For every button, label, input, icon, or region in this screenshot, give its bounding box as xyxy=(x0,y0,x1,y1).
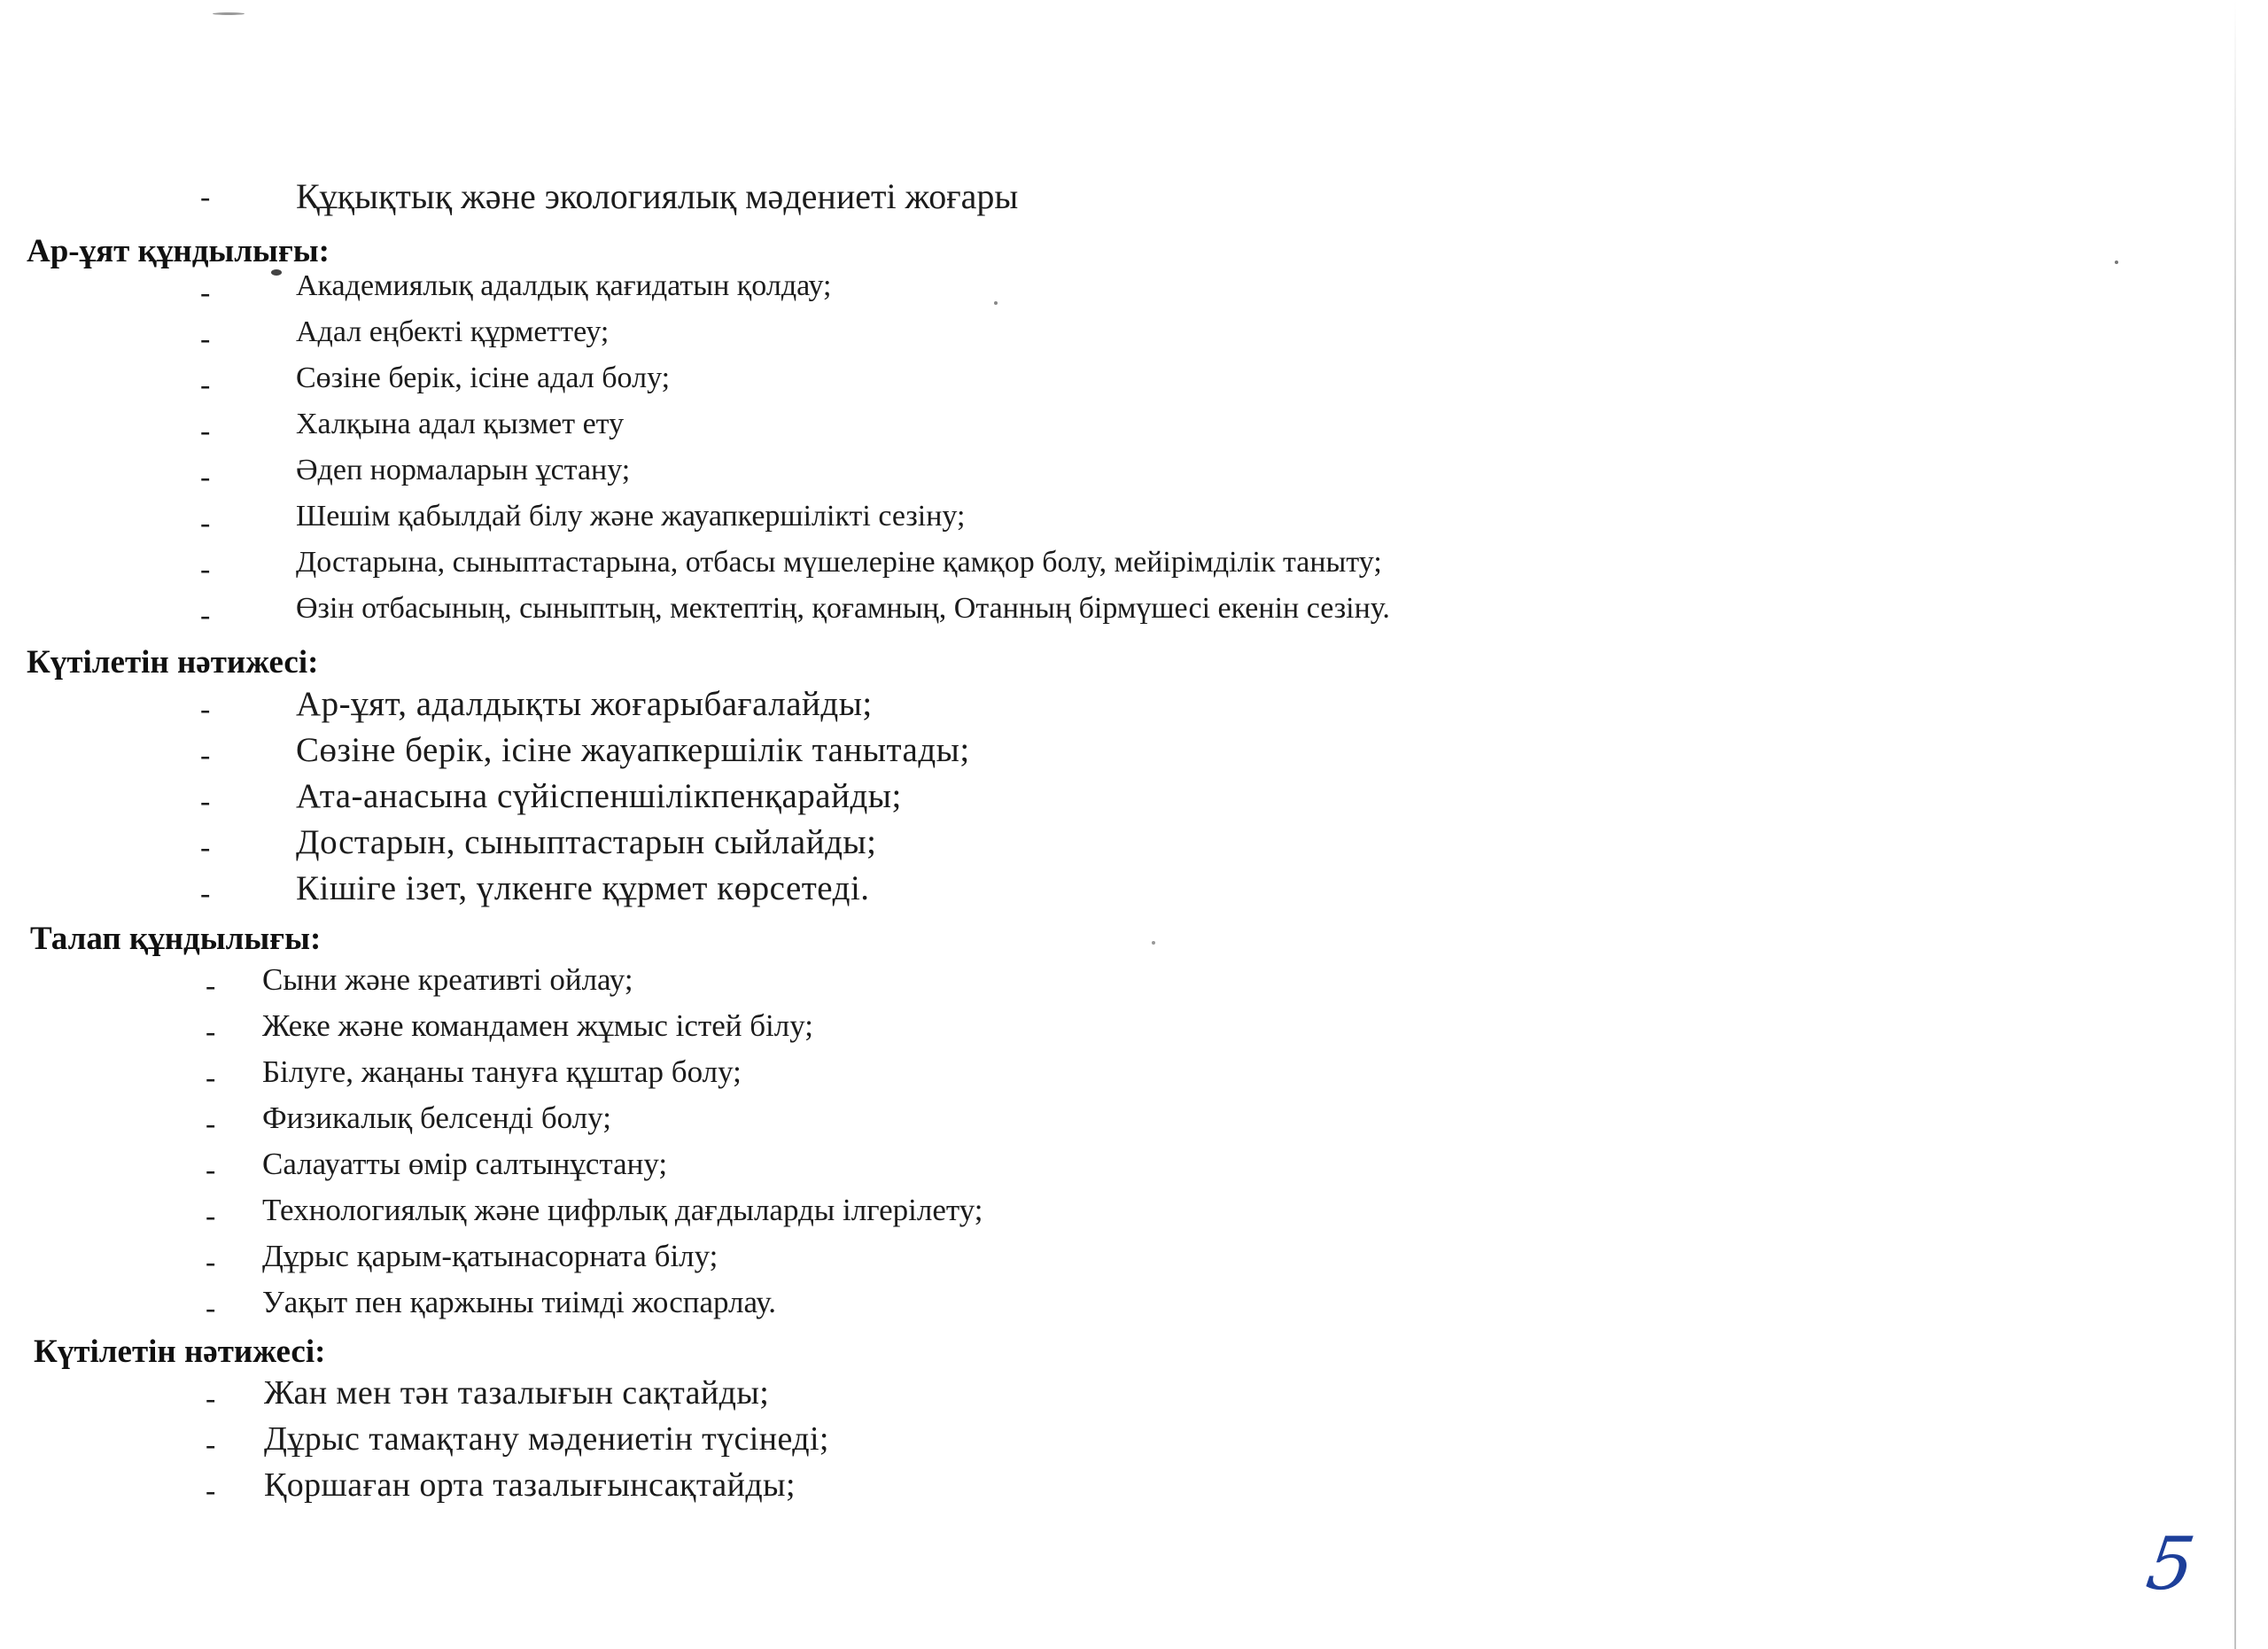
list-item-text: Сөзіне берік, ісіне адал болу; xyxy=(296,362,671,394)
list-dash: - xyxy=(200,415,211,447)
list-item-text: Өзін отбасының, сыныптың, мектептің, қоғамның, Отанның бірмүшесі екенін сезіну. xyxy=(296,592,1390,625)
list-item-text: Технологиялық және цифрлық дағдыларды ілгерілету; xyxy=(262,1193,983,1227)
scan-speck xyxy=(1152,941,1155,945)
list-item-text: Әдеп нормаларын ұстану; xyxy=(296,454,631,486)
list-dash: - xyxy=(206,1108,216,1140)
list-item-text: Достарын, сыныптастарын сыйлайды; xyxy=(296,823,877,861)
list-dash: - xyxy=(206,1474,216,1507)
list-dash: - xyxy=(200,599,211,632)
list-dash: - xyxy=(206,1246,216,1279)
list-item-text: Ар-ұят, адалдықты жоғарыбағалайды; xyxy=(296,685,873,723)
list-item-text: Сөзіне берік, ісіне жауапкершілік танытады; xyxy=(296,731,970,769)
list-item-text: Достарына, сыныптастарына, отбасы мүшелеріне қамқор болу, мейірімділік таныту; xyxy=(296,546,1382,579)
section-heading-ambition: Талап құндылығы: xyxy=(30,921,322,957)
list-dash: - xyxy=(206,1015,216,1048)
list-dash: - xyxy=(206,1382,216,1415)
list-dash: - xyxy=(206,1200,216,1233)
section-heading-honesty-results: Күтілетін нәтижесі: xyxy=(27,644,319,681)
list-item-text: Құқықтық және экологиялық мәдениеті жоғары xyxy=(296,176,1019,216)
handwritten-page-number: 5 xyxy=(2141,1522,2200,1606)
list-dash: - xyxy=(206,969,216,1002)
list-item-text: Адал еңбекті құрметтеу; xyxy=(296,315,610,348)
list-item-text: Дұрыс тамақтану мәдениетін түсінеді; xyxy=(264,1420,829,1458)
list-dash: - xyxy=(200,181,211,214)
list-dash: - xyxy=(200,507,211,540)
list-dash: - xyxy=(200,785,211,818)
scan-speck xyxy=(994,301,998,305)
list-item-text: Жан мен тән тазалығын сақтайды; xyxy=(264,1374,770,1412)
list-dash: - xyxy=(200,369,211,401)
list-dash: - xyxy=(200,739,211,772)
list-item-text: Физикалық белсенді болу; xyxy=(262,1101,611,1135)
list-dash: - xyxy=(200,276,211,309)
section-heading-honesty: Ар-ұят құндылығы: xyxy=(27,233,330,269)
list-dash: - xyxy=(200,553,211,586)
list-dash: - xyxy=(206,1154,216,1186)
list-item-text: Білуге, жаңаны тануға құштар болу; xyxy=(262,1054,742,1089)
scan-speck xyxy=(2115,261,2118,264)
list-dash: - xyxy=(200,461,211,494)
list-dash: - xyxy=(206,1062,216,1094)
list-item-text: Кішіге ізет, үлкенге құрмет көрсетеді. xyxy=(296,869,870,907)
list-item-text: Жеке және командамен жұмыс істей білу; xyxy=(262,1008,813,1043)
list-dash: - xyxy=(206,1292,216,1325)
list-item-text: Шешім қабылдай білу және жауапкершілікті сезіну; xyxy=(296,500,966,533)
list-dash: - xyxy=(200,877,211,910)
list-item-text: Дұрыс қарым-қатынасорната білу; xyxy=(262,1239,718,1273)
scan-speck xyxy=(271,269,282,276)
list-dash: - xyxy=(200,323,211,355)
list-item-text: Қоршаған орта тазалығынсақтайды; xyxy=(264,1466,796,1504)
list-item-text: Академиялық адалдық қағидатын қолдау; xyxy=(296,269,832,302)
list-item-text: Сыни және креативті ойлау; xyxy=(262,962,633,997)
scan-speck xyxy=(213,12,245,15)
list-item-text: Салауатты өмір салтынұстану; xyxy=(262,1147,668,1181)
list-item-text: Ата-анасына сүйіспеншілікпенқарайды; xyxy=(296,777,902,815)
list-dash: - xyxy=(200,831,211,864)
list-item-text: Халқына адал қызмет ету xyxy=(296,408,625,440)
list-item-text: Уақыт пен қаржыны тиімді жоспарлау. xyxy=(262,1285,777,1319)
list-dash: - xyxy=(200,693,211,726)
list-dash: - xyxy=(206,1428,216,1461)
scan-edge-line xyxy=(2234,0,2236,1649)
section-heading-ambition-results: Күтілетін нәтижесі: xyxy=(34,1334,326,1370)
